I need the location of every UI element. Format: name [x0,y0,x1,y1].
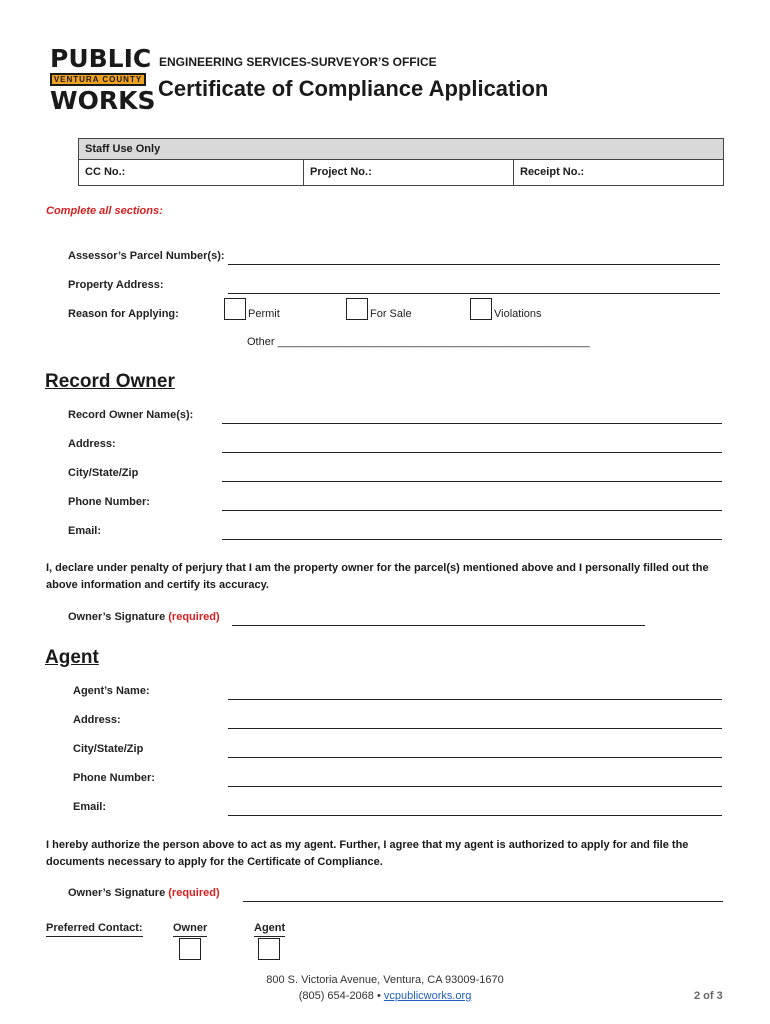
staff-use-heading: Staff Use Only [79,139,723,160]
reason-label: Reason for Applying: [68,308,179,320]
receipt-no-field: Receipt No.: [520,166,585,178]
owner-phone-label: Phone Number: [68,496,150,508]
owner-signature-label [68,611,220,623]
required-marker: (required) [168,611,220,623]
apn-input-line[interactable] [228,264,720,265]
owner-contact-checkbox[interactable] [179,938,201,960]
agent-phone-input-line[interactable] [228,786,722,787]
agent-address-label: Address: [73,714,121,726]
project-no-field: Project No.: [304,160,514,186]
staff-use-box [78,138,724,186]
agent-owner-signature-text: Owner’s Signature [68,887,166,899]
public-works-logo [50,44,156,115]
owner-signature-line[interactable] [232,625,645,626]
record-owner-heading: Record Owner [45,371,175,392]
required-marker: (required) [168,887,220,899]
instructions-text: Complete all sections: [46,205,163,217]
for-sale-checkbox[interactable] [346,298,368,320]
logo-line2: WORKS [50,86,156,115]
violations-checkbox[interactable] [470,298,492,320]
owner-contact-label: Owner [173,922,207,937]
agent-name-label: Agent’s Name: [73,685,150,697]
staff-use-row [79,160,723,186]
owner-name-label: Record Owner Name(s): [68,409,194,421]
other-option-field[interactable]: Other ___________________________________________________ [247,336,590,348]
footer-address: 800 S. Victoria Avenue, Ventura, CA 93009-1670 [266,974,504,986]
cc-no-field: CC No.: [79,160,304,186]
owner-signature-text: Owner’s Signature [68,611,166,623]
agent-owner-signature-line[interactable] [243,901,723,902]
agent-phone-label: Phone Number: [73,772,155,784]
page-title: Certificate of Compliance Application [158,76,549,101]
owner-phone-input-line[interactable] [222,510,722,511]
permit-option-label: Permit [248,308,280,320]
for-sale-option-label: For Sale [370,308,412,320]
owner-declaration: I, declare under penalty of perjury that I am the property owner for the parcel(s) mentioned above and I personally filled out the above information and certify its accuracy. [46,562,709,591]
owner-email-input-line[interactable] [222,539,722,540]
preferred-contact-label: Preferred Contact: [46,922,143,937]
permit-checkbox[interactable] [224,298,246,320]
owner-address-input-line[interactable] [222,452,722,453]
agent-heading: Agent [45,647,99,668]
department-name: ENGINEERING SERVICES-SURVEYOR’S OFFICE [159,55,437,69]
agent-email-label: Email: [73,801,107,813]
property-address-input-line[interactable] [228,293,720,294]
owner-address-label: Address: [68,438,116,450]
footer-phone: (805) 654-2068 • [298,990,381,1002]
agent-city-label: City/State/Zip [73,743,144,755]
agent-address-input-line[interactable] [228,728,722,729]
violations-option-label: Violations [494,308,542,320]
page-number: 2 of 3 [694,990,723,1002]
agent-contact-label: Agent [254,922,285,937]
footer-website-link[interactable]: vcpublicworks.org [383,990,472,1002]
agent-contact-checkbox[interactable] [258,938,280,960]
property-address-label: Property Address: [68,279,164,291]
owner-city-input-line[interactable] [222,481,722,482]
agent-owner-signature-label [68,887,220,899]
owner-city-label: City/State/Zip [68,467,139,479]
logo-band [50,73,146,86]
agent-city-input-line[interactable] [228,757,722,758]
agent-authorization: I hereby authorize the person above to act as my agent. Further, I agree that my agent is authorized to apply for and file the documents necessary to apply for the Certificate of Compliance. [46,839,689,868]
logo-line1: PUBLIC [50,44,152,73]
agent-email-input-line[interactable] [228,815,722,816]
logo-band-text: VENTURA COUNTY [53,75,143,84]
owner-email-label: Email: [68,525,102,537]
footer-contact [0,990,770,1002]
apn-label: Assessor’s Parcel Number(s): [68,250,225,262]
agent-name-input-line[interactable] [228,699,722,700]
owner-name-input-line[interactable] [222,423,722,424]
